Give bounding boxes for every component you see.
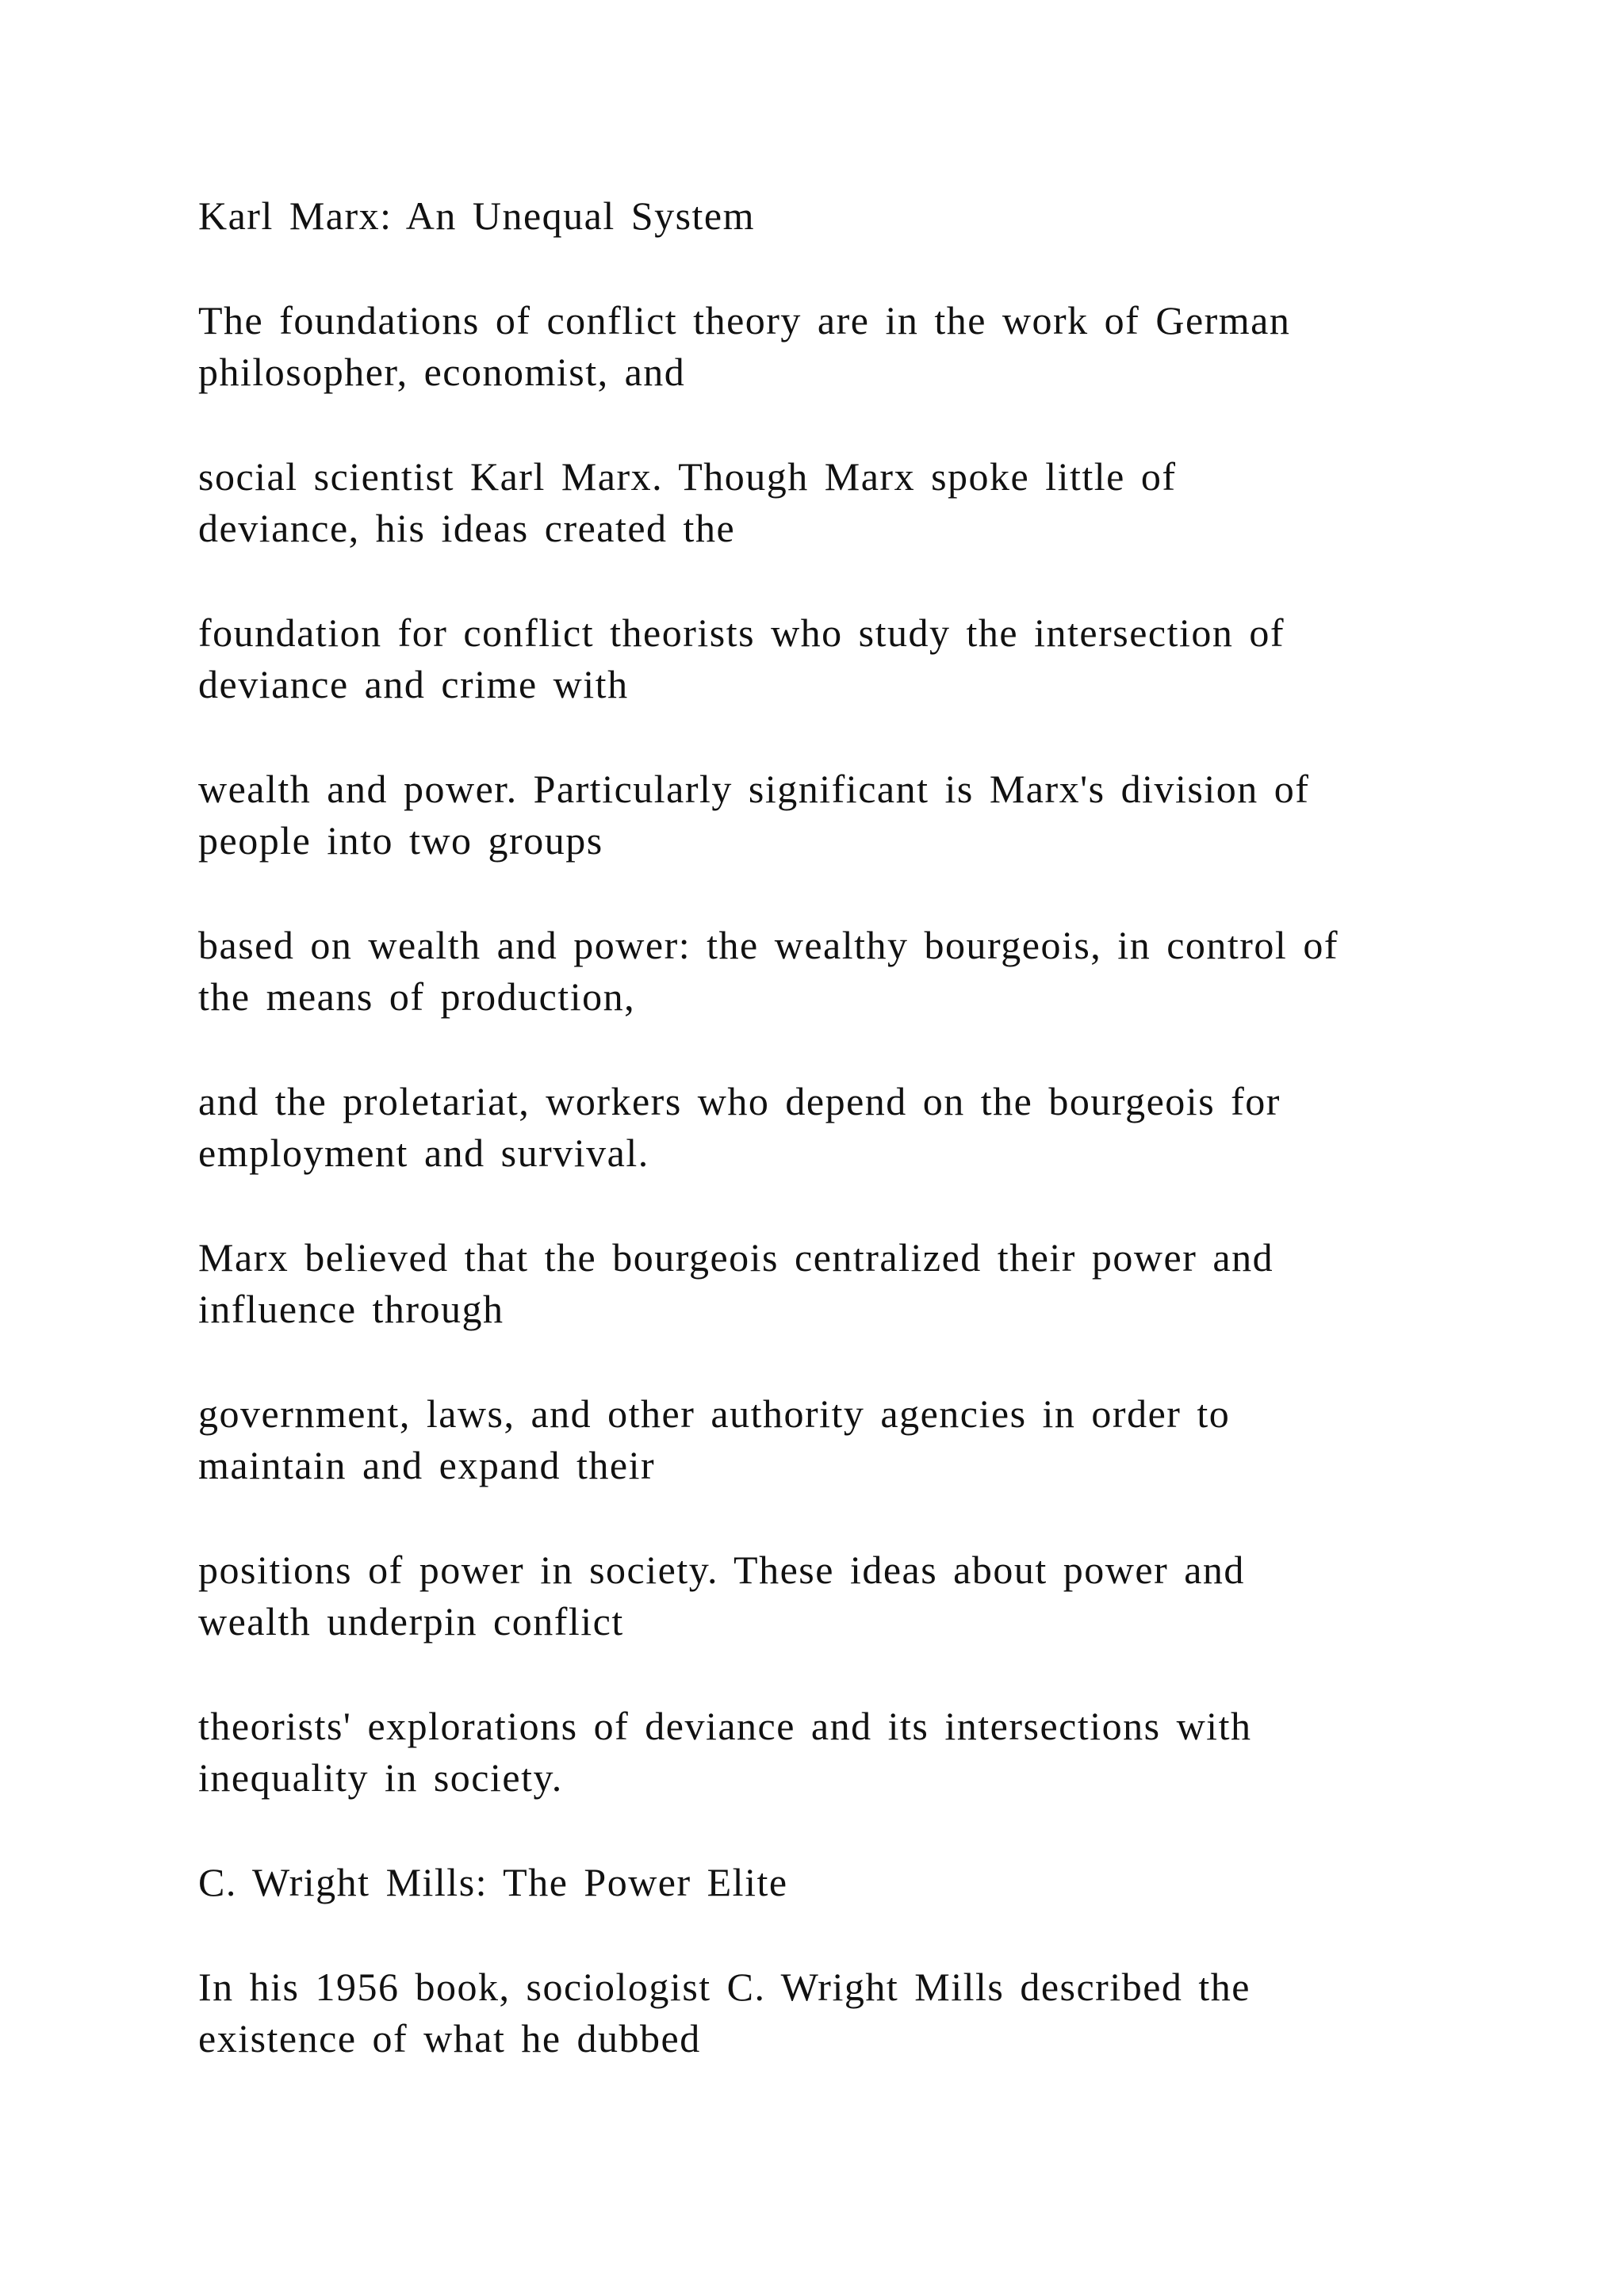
paragraph <box>198 451 1546 554</box>
text-line: wealth underpin conflict <box>198 1599 624 1644</box>
text-line: influence through <box>198 1287 504 1331</box>
text-line: existence of what he dubbed <box>198 2016 701 2061</box>
paragraph <box>198 295 1546 398</box>
text-line: government, laws, and other authority agencies in order to <box>198 1391 1231 1436</box>
text-line: positions of power in society. These ideas about power and <box>198 1548 1245 1592</box>
paragraph <box>198 1701 1546 1804</box>
paragraph <box>198 763 1546 867</box>
paragraph <box>198 1961 1546 2064</box>
text-line: wealth and power. Particularly significant is Marx's division of <box>198 767 1310 811</box>
text-line: inequality in society. <box>198 1755 563 1800</box>
text-line: maintain and expand their <box>198 1443 656 1487</box>
text-line: employment and survival. <box>198 1131 649 1175</box>
text-line: Karl Marx: An Unequal System <box>198 193 756 238</box>
paragraph <box>198 1544 1546 1647</box>
paragraph <box>198 1076 1546 1179</box>
paragraph <box>198 1388 1546 1491</box>
text-line: people into two groups <box>198 818 603 863</box>
text-line: based on wealth and power: the wealthy bourgeois, in control of <box>198 923 1339 967</box>
paragraph <box>198 920 1546 1023</box>
text-line: the means of production, <box>198 974 636 1019</box>
text-line: social scientist Karl Marx. Though Marx spoke little of <box>198 454 1177 499</box>
text-line: foundation for conflict theorists who study the intersection of <box>198 610 1285 655</box>
text-line: The foundations of conflict theory are in the work of German <box>198 298 1291 342</box>
paragraph <box>198 607 1546 710</box>
section-heading <box>198 190 1546 242</box>
text-line: and the proletariat, workers who depend on the bourgeois for <box>198 1079 1281 1123</box>
text-line: Marx believed that the bourgeois centralized their power and <box>198 1235 1274 1280</box>
section-heading <box>198 1857 1546 1908</box>
text-line: deviance and crime with <box>198 662 629 706</box>
text-line: In his 1956 book, sociologist C. Wright Mills described the <box>198 1965 1251 2009</box>
text-line: philosopher, economist, and <box>198 350 686 394</box>
paragraph <box>198 1232 1546 1335</box>
text-line: theorists' explorations of deviance and its intersections with <box>198 1704 1252 1748</box>
text-line: C. Wright Mills: The Power Elite <box>198 1860 788 1904</box>
document-body <box>198 190 1546 2118</box>
text-line: deviance, his ideas created the <box>198 506 736 550</box>
